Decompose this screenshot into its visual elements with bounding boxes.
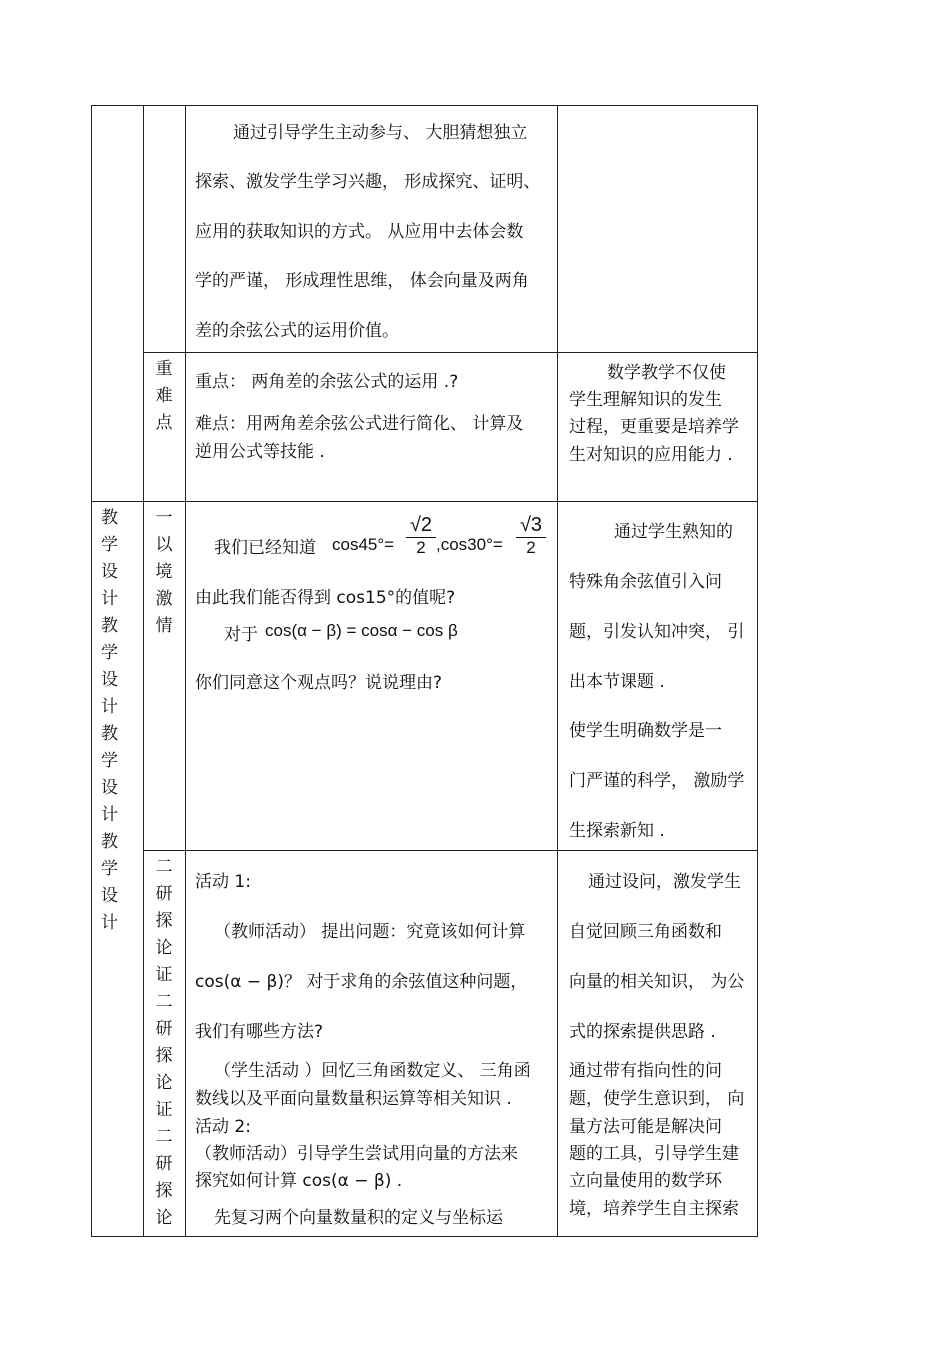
label-char: 二 <box>155 992 173 1012</box>
row-divider <box>143 352 758 353</box>
label-char: 点 <box>155 413 173 433</box>
explore-line: 数线以及平面向量数量积运算等相关知识 . <box>195 1089 512 1109</box>
intent-line: 生对知识的应用能力 . <box>569 445 733 465</box>
explore-line: （教师活动） 提出问题：究竟该如何计算 <box>214 922 526 942</box>
section-char: 设 <box>101 778 118 798</box>
goals-line: 探索、激发学生学习兴趣， 形成探究、证明、 <box>195 172 541 192</box>
label-char: 探 <box>155 911 173 931</box>
section-char: 计 <box>101 697 118 717</box>
section-char: 计 <box>101 589 118 609</box>
cos45-formula: cos45°= <box>332 535 395 554</box>
section-char: 教 <box>101 616 118 636</box>
label-char: 探 <box>155 1181 173 1201</box>
table-border-bottom <box>91 1236 758 1237</box>
section-char: 设 <box>101 886 118 906</box>
intent-line: 过程，更重要是培养学 <box>569 417 739 437</box>
label-char: 激 <box>155 589 173 609</box>
intent-line: 出本节课题 . <box>569 672 665 692</box>
label-char: 二 <box>155 1127 173 1147</box>
label-char: 论 <box>155 938 173 958</box>
key-points-label <box>145 356 183 437</box>
intent-line: 特殊角余弦值引入问 <box>569 572 722 592</box>
intent-line: 式的探索提供思路 . <box>569 1022 716 1042</box>
sqrt2: √2 <box>406 514 436 538</box>
col-divider <box>557 105 558 1237</box>
label-char: 证 <box>155 1100 173 1120</box>
section-char: 学 <box>101 751 118 771</box>
section-char: 学 <box>101 859 118 879</box>
goals-line: 应用的获取知识的方式。 从应用中去体会数 <box>195 222 524 242</box>
fraction-sqrt3-over-2 <box>516 514 546 558</box>
label-char: 证 <box>155 965 173 985</box>
table-border-right <box>757 105 758 1237</box>
col-divider <box>143 105 144 1237</box>
goals-line: 学的严谨， 形成理性思维， 体会向量及两角 <box>195 271 529 291</box>
difficulty-text: 难点：用两角差余弦公式进行简化、 计算及 <box>195 414 524 434</box>
key-point-text: 重点： 两角差的余弦公式的运用 .? <box>195 372 459 392</box>
label-char: 以 <box>155 535 173 555</box>
explore-line: 先复习两个向量数量积的定义与坐标运 <box>214 1208 503 1228</box>
label-char: 探 <box>155 1046 173 1066</box>
intent-line: 通过学生熟知的 <box>614 522 733 542</box>
intro-line4: 你们同意这个观点吗？说说理由? <box>195 673 443 693</box>
intent-line: 生探索新知 . <box>569 821 665 841</box>
label-char: 论 <box>155 1073 173 1093</box>
section-char: 设 <box>101 562 118 582</box>
explore-line: 我们有哪些方法? <box>195 1022 324 1042</box>
intent-line: 向量的相关知识， 为公 <box>569 972 745 992</box>
explore-line: 探究如何计算 cos(α − β) . <box>195 1171 403 1191</box>
intent-line: 题，引发认知冲突， 引 <box>569 622 745 642</box>
explore-line: cos(α − β)？ 对于求角的余弦值这种问题， <box>195 972 528 992</box>
intent-line: 量方法可能是解决问 <box>569 1117 722 1137</box>
row-divider <box>143 850 758 851</box>
intent-line: 题的工具，引导学生建 <box>569 1144 739 1164</box>
label-char: 论 <box>155 1208 173 1228</box>
label-char: 一 <box>155 508 173 528</box>
section-char: 教 <box>101 724 118 744</box>
label-char: 研 <box>155 884 173 904</box>
intent-line: 学生理解知识的发生 <box>569 390 722 410</box>
sqrt3: √3 <box>516 514 546 538</box>
intent-line: 通过带有指向性的问 <box>569 1061 722 1081</box>
section-char: 教 <box>101 832 118 852</box>
section-char: 计 <box>101 913 118 933</box>
intent-line: 立向量使用的数学环 <box>569 1171 722 1191</box>
section-char: 设 <box>101 670 118 690</box>
section-char: 学 <box>101 643 118 663</box>
intent-line: 境，培养学生自主探索 <box>569 1199 739 1219</box>
intro-line2: 由此我们能否得到 cos15°的值呢? <box>195 588 456 608</box>
label-char: 二 <box>155 857 173 877</box>
label-char: 研 <box>155 1019 173 1039</box>
intent-line: 题，使学生意识到， 向 <box>569 1089 745 1109</box>
fraction-sqrt2-over-2 <box>406 514 436 558</box>
explore-line: 活动 2: <box>195 1117 251 1137</box>
fraction-denominator: 2 <box>416 538 426 557</box>
section-char: 教 <box>101 508 118 528</box>
intro-line1-prefix: 我们已经知道 <box>214 538 316 558</box>
section-char: 学 <box>101 535 118 555</box>
section-label <box>91 505 128 937</box>
intent-line: 门严谨的科学， 激励学 <box>569 771 745 791</box>
table-border-top <box>91 105 758 106</box>
goals-line: 通过引导学生主动参与、 大胆猜想独立 <box>233 123 528 143</box>
section-char: 计 <box>101 805 118 825</box>
intro-line3-prefix: 对于 <box>224 625 258 645</box>
label-char: 难 <box>155 386 173 406</box>
cos30-formula: ,cos30°= <box>436 535 503 554</box>
label-char: 研 <box>155 1154 173 1174</box>
label-char: 情 <box>155 616 173 636</box>
intent-line: 通过设问，激发学生 <box>588 872 741 892</box>
intent-line: 自觉回顾三角函数和 <box>569 922 722 942</box>
explore-line: （学生活动 ）回忆三角函数定义、 三角函 <box>214 1061 531 1081</box>
col-divider <box>185 105 186 1237</box>
fraction-denominator: 2 <box>526 538 536 557</box>
label-char: 境 <box>155 562 173 582</box>
row-divider <box>91 501 758 502</box>
label-char: 重 <box>155 359 173 379</box>
goals-line: 差的余弦公式的运用价值。 <box>195 321 399 341</box>
intro-formula: cos(α − β) = cosα − cos β <box>265 621 458 640</box>
explore-label <box>145 854 183 1232</box>
difficulty-text: 逆用公式等技能 . <box>195 442 325 462</box>
explore-line: （教师活动）引导学生尝试用向量的方法来 <box>195 1144 518 1164</box>
intro-label <box>145 505 183 640</box>
intent-line: 使学生明确数学是一 <box>569 721 722 741</box>
explore-line: 活动 1: <box>195 872 251 892</box>
intent-line: 数学教学不仅使 <box>607 363 726 383</box>
